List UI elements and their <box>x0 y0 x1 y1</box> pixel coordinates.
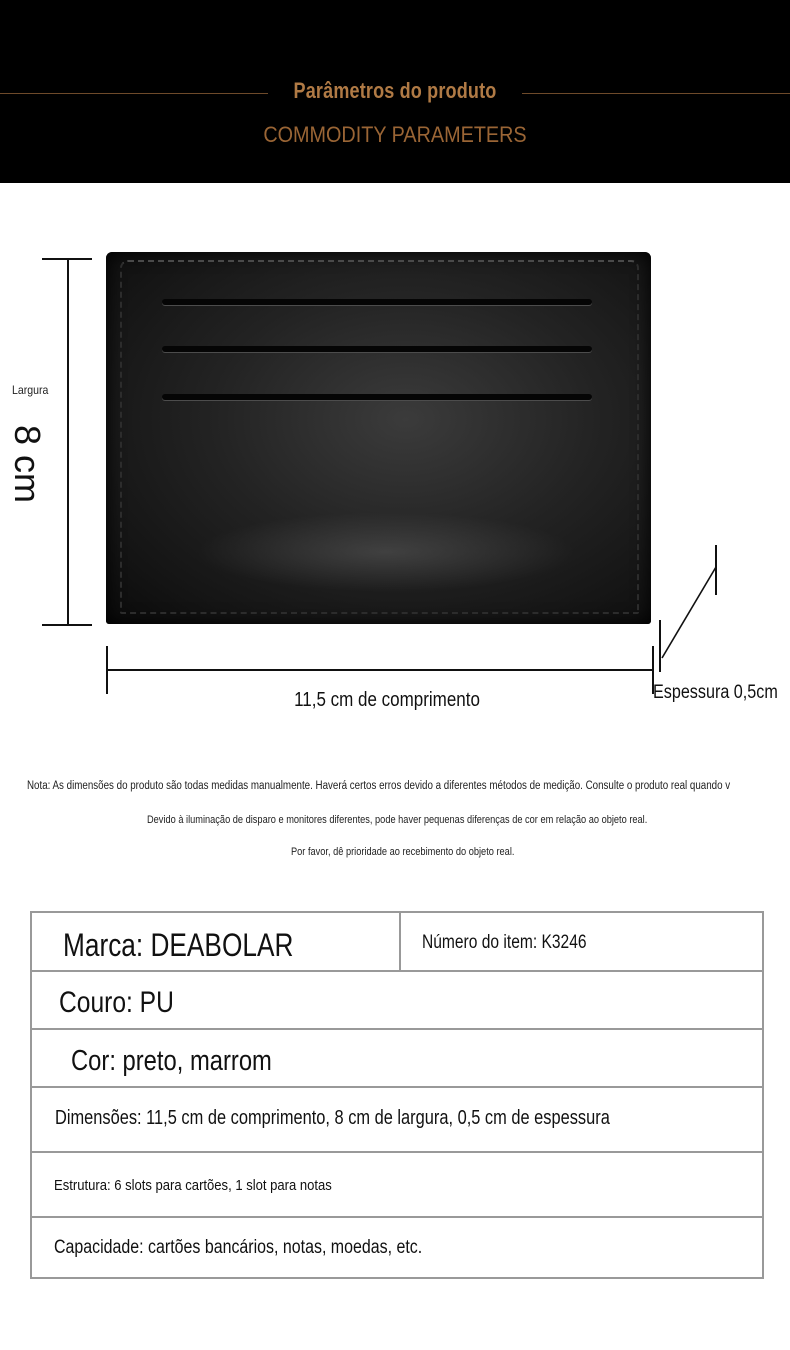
note-color-difference: Devido à iluminação de disparo e monitores diferentes, pode haver pequenas diferenças de cor em relação ao objeto real. <box>147 814 648 826</box>
wallet-card-slot <box>162 346 592 352</box>
page-subtitle: COMMODITY PARAMETERS <box>263 122 527 147</box>
width-dimension-cap-bottom <box>42 624 92 626</box>
specs-row-color <box>32 1030 762 1088</box>
cell-divider <box>399 913 401 970</box>
width-value: 8 cm <box>7 425 48 504</box>
dimensions-value: Dimensões: 11,5 cm de comprimento, 8 cm de largura, 0,5 cm de espessura <box>55 1107 610 1129</box>
width-label: Largura <box>12 383 49 397</box>
color-value: Cor: preto, marrom <box>71 1045 272 1077</box>
specs-row-dimensions <box>32 1088 762 1153</box>
page-title: Parâmetros do produto <box>293 78 497 103</box>
wallet-highlight <box>196 512 576 592</box>
thickness-label: Espessura 0,5cm <box>653 682 778 703</box>
wallet-card-slot <box>162 299 592 305</box>
specs-row-brand <box>32 913 762 972</box>
note-priority: Por favor, dê prioridade ao recebimento do objeto real. <box>291 846 515 858</box>
wallet-card-slot <box>162 394 592 400</box>
length-dimension-cap-left <box>106 646 108 694</box>
width-dimension-cap-top <box>42 258 92 260</box>
specs-row-leather <box>32 972 762 1030</box>
thickness-dimension-marker <box>655 540 725 680</box>
brand-value: Marca: DEABOLAR <box>63 927 294 963</box>
capacity-value: Capacidade: cartões bancários, notas, moedas, etc. <box>54 1237 423 1258</box>
wallet-product-image <box>106 252 651 624</box>
length-label: 11,5 cm de comprimento <box>294 689 480 711</box>
header-banner <box>0 0 790 183</box>
specs-table <box>30 911 764 1279</box>
note-measurement: Nota: As dimensões do produto são todas medidas manualmente. Haverá certos erros devido a diferentes métodos de medição. Consulte o produto real quando v <box>27 780 731 792</box>
width-dimension-line <box>67 259 69 625</box>
leather-value: Couro: PU <box>59 986 174 1019</box>
specs-row-structure <box>32 1153 762 1218</box>
length-dimension-line <box>107 669 653 671</box>
structure-value: Estrutura: 6 slots para cartões, 1 slot para notas <box>54 1177 332 1194</box>
specs-row-capacity <box>32 1218 762 1279</box>
item-number-value: Número do item: K3246 <box>422 932 587 953</box>
